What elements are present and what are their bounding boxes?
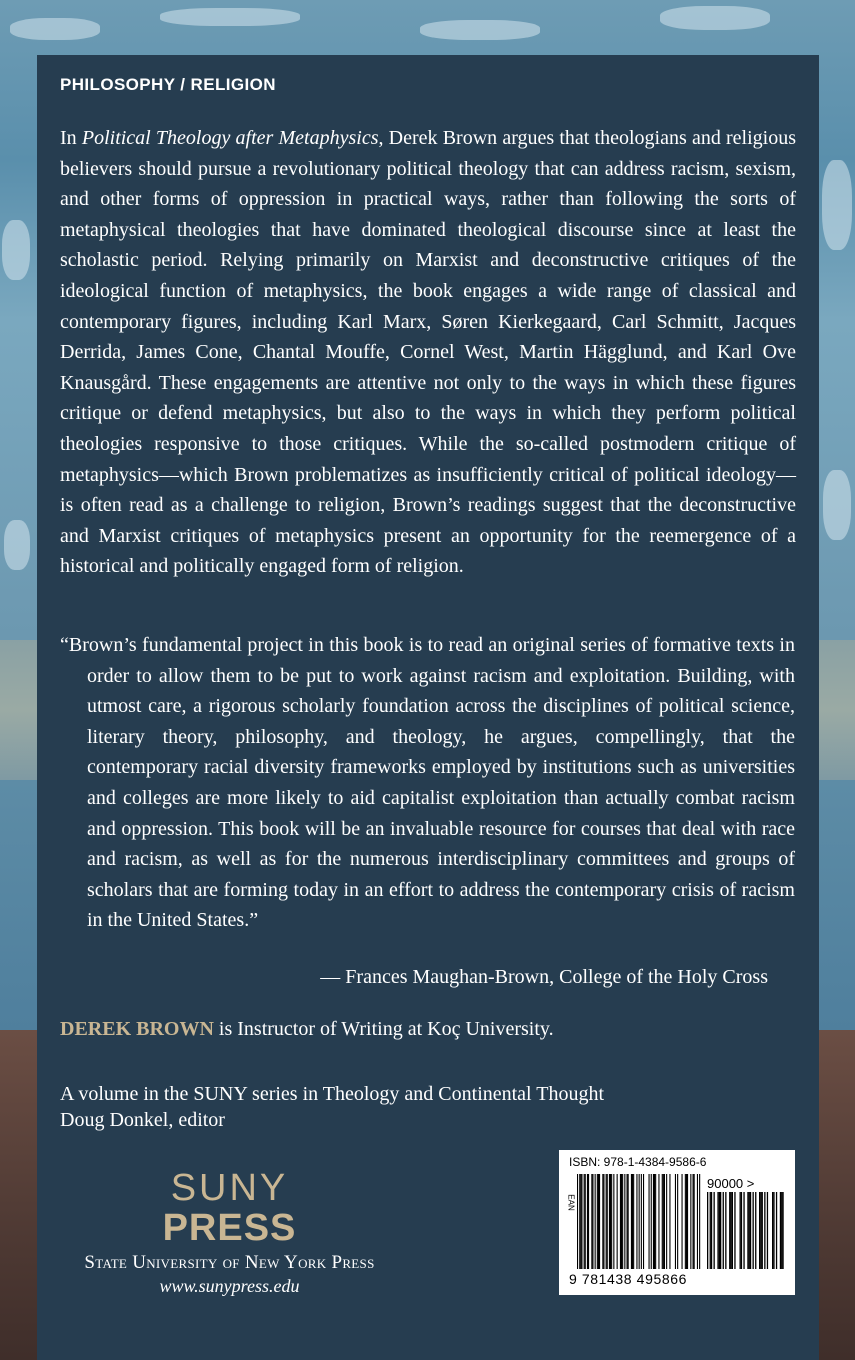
- barcode-bar: [579, 1174, 580, 1269]
- barcode-bar: [764, 1192, 765, 1269]
- barcode-bar: [592, 1174, 593, 1269]
- isbn-number: ISBN: 978-1-4384-9586-6: [569, 1155, 707, 1169]
- background-speck: [660, 6, 770, 30]
- barcode-bar: [641, 1174, 642, 1269]
- barcode-bar: [581, 1174, 582, 1269]
- isbn-barcode: [559, 1150, 795, 1295]
- barcode-bar: [734, 1192, 735, 1269]
- barcode-bar: [759, 1192, 760, 1269]
- barcode-bar: [682, 1174, 683, 1269]
- background-speck: [160, 8, 300, 26]
- barcode-bar: [620, 1174, 621, 1269]
- barcode-bar: [585, 1174, 586, 1269]
- barcode-bar: [611, 1174, 612, 1269]
- barcode-bar: [697, 1174, 698, 1269]
- barcode-bar: [750, 1192, 751, 1269]
- barcode-bar: [591, 1174, 592, 1269]
- barcode-bar: [588, 1174, 589, 1269]
- barcode-bar: [639, 1174, 640, 1269]
- barcode-bar: [755, 1192, 756, 1269]
- barcode-bar: [654, 1174, 655, 1269]
- barcode-bar: [749, 1192, 750, 1269]
- background-speck: [823, 470, 851, 540]
- ean-label: EAN: [566, 1194, 576, 1211]
- barcode-bar: [781, 1192, 782, 1269]
- barcode-bar: [760, 1192, 761, 1269]
- barcode-bar: [782, 1192, 783, 1269]
- barcode-bar: [730, 1192, 731, 1269]
- background-speck: [420, 20, 540, 40]
- barcode-bar: [732, 1192, 733, 1269]
- barcode-bar: [690, 1174, 691, 1269]
- barcode-bar: [655, 1174, 656, 1269]
- barcode-bar: [599, 1174, 600, 1269]
- barcode-bar: [624, 1174, 625, 1269]
- barcode-digits: 9 781438 495866: [569, 1271, 687, 1287]
- barcode-bar: [780, 1192, 781, 1269]
- barcode-bar: [685, 1174, 686, 1269]
- barcode-bar: [610, 1174, 611, 1269]
- barcode-bar: [580, 1174, 581, 1269]
- barcode-bar: [597, 1174, 598, 1269]
- endorsement-quote: “Brown’s fundamental project in this book is to read an original series of formative texts in order to allow them to be put to work against racism and exploitation. Building, with utmost care, a rigorous scholarly foundation across the disciplines of political science, literary theory, philosophy, and theology, he argues, compellingly, that the contemporary racial diversity frameworks employed by institutions such as universities and colleges are more likely to aid capitalist exploitation than actually combat racism and oppression. This book will be an invaluable resource for courses that deal with race and racism, as well as for the numerous interdisciplinary committees and groups of scholars that are forming today in an effort to address the contemporary crisis of racism in the United States.”: [60, 634, 795, 932]
- barcode-bar: [603, 1174, 604, 1269]
- barcode-bar: [607, 1174, 608, 1269]
- barcode-bar: [631, 1174, 632, 1269]
- barcode-bar: [719, 1192, 720, 1269]
- barcode-bar: [687, 1174, 688, 1269]
- barcode-bar: [710, 1192, 711, 1269]
- barcode-bar: [587, 1174, 588, 1269]
- barcode-bar: [663, 1174, 664, 1269]
- back-cover-panel: [37, 55, 819, 1360]
- barcode-bar: [628, 1174, 629, 1269]
- author-name: DEREK BROWN: [60, 1018, 214, 1040]
- barcode-bar: [767, 1192, 768, 1269]
- barcode-bar: [693, 1174, 694, 1269]
- barcode-bar: [632, 1174, 633, 1269]
- barcode-bar: [633, 1174, 634, 1269]
- barcode-bar: [666, 1174, 667, 1269]
- barcode-bar: [743, 1192, 744, 1269]
- barcode-bar: [772, 1192, 773, 1269]
- barcode-bar: [707, 1192, 708, 1269]
- barcode-bar: [694, 1174, 695, 1269]
- publisher-url: www.sunypress.edu: [159, 1276, 300, 1296]
- barcode-bar: [699, 1174, 700, 1269]
- logo-press-text: PRESS: [162, 1207, 297, 1249]
- category-label: PHILOSOPHY / RELIGION: [60, 75, 276, 94]
- endorsement-attribution: — Frances Maughan-Brown, College of the Holy Cross: [320, 966, 768, 988]
- barcode-bar: [686, 1174, 687, 1269]
- barcode-bar: [776, 1192, 777, 1269]
- barcode-bar: [675, 1174, 676, 1269]
- barcode-bar: [577, 1174, 578, 1269]
- barcode-bar: [741, 1192, 742, 1269]
- price-code-marker: >: [746, 1176, 755, 1191]
- barcode-bar: [677, 1174, 678, 1269]
- price-code: [707, 1176, 754, 1191]
- barcode-bar: [740, 1192, 741, 1269]
- barcode-bar: [606, 1174, 607, 1269]
- barcode-bar: [711, 1192, 712, 1269]
- barcode-bar: [753, 1192, 754, 1269]
- barcode-bar: [723, 1192, 724, 1269]
- barcode-bar: [622, 1174, 623, 1269]
- publisher-logo: [57, 1168, 402, 1297]
- barcode-bar: [609, 1174, 610, 1269]
- barcode-bar: [617, 1174, 618, 1269]
- price-code-digits: 90000: [707, 1176, 744, 1191]
- barcode-bar: [714, 1192, 715, 1269]
- background-speck: [10, 18, 100, 40]
- background-speck: [822, 160, 852, 250]
- barcode-bar: [658, 1174, 659, 1269]
- barcode-bar: [598, 1174, 599, 1269]
- barcode-bar: [669, 1174, 670, 1269]
- barcode-bar: [651, 1174, 652, 1269]
- book-title: Political Theology after Metaphysics: [81, 127, 379, 149]
- series-editor: Doug Donkel, editor: [60, 1109, 225, 1131]
- author-bio: [60, 1018, 554, 1041]
- background-speck: [4, 520, 30, 570]
- barcode-bar: [747, 1192, 748, 1269]
- book-description: [60, 123, 796, 582]
- barcode-bar: [649, 1174, 650, 1269]
- barcode-bar: [664, 1174, 665, 1269]
- barcode-bar: [584, 1174, 585, 1269]
- barcode-bar: [729, 1192, 730, 1269]
- barcode-bar: [662, 1174, 663, 1269]
- barcode-bar: [602, 1174, 603, 1269]
- barcode-bar: [643, 1174, 644, 1269]
- barcode-bar: [613, 1174, 614, 1269]
- series-info: [60, 1081, 604, 1133]
- barcode-bar: [717, 1192, 718, 1269]
- barcode-bar: [621, 1174, 622, 1269]
- barcode-bar: [773, 1192, 774, 1269]
- barcode-bar: [627, 1174, 628, 1269]
- description-body: , Derek Brown argues that theologians and religious believers should pursue a revolutionary political theology that can address racism, sexism, and other forms of oppression in practical ways, rather than following the sorts of metaphysical theologies that have dominated theological discourse since at least the scholastic period. Relying primarily on Marxist and deconstructive critiques of the ideological function of metaphysics, the book engages a wide range of classical and contemporary figures, including Karl Marx, Søren Kierkegaard, Carl Schmitt, Jacques Derrida, James Cone, Chantal Mouffe, Cornel West, Martin Hägglund, and Karl Ove Knausgård. These engagements are attentive not only to the ways in which these figures critique or defend metaphysics, but also to the ways in which they perform political theologies responsive to those critiques. While the so-called postmodern critique of metaphysics—which Brown problematizes as insufficiently critical of political ideology—is often read as a challenge to religion, Brown’s readings suggest that the deconstructive and Marxist critiques of metaphysics present an opportunity for the reemergence of a historical and politically engaged form of religion.: [60, 127, 796, 578]
- barcode-addon-bars: [707, 1192, 787, 1269]
- publisher-name: State University of New York Press: [84, 1252, 375, 1273]
- background-speck: [2, 220, 30, 280]
- series-title: A volume in the SUNY series in Theology and Continental Thought: [60, 1083, 605, 1105]
- barcode-bar: [720, 1192, 721, 1269]
- barcode-bar: [762, 1192, 763, 1269]
- author-bio-text: is Instructor of Writing at Koç University.: [213, 1018, 554, 1040]
- logo-suny-text: SUNY: [170, 1167, 289, 1209]
- barcode-bars: [577, 1174, 702, 1269]
- barcode-bar: [725, 1192, 726, 1269]
- description-intro: In: [60, 127, 82, 149]
- barcode-bar: [636, 1174, 637, 1269]
- barcode-bar: [595, 1174, 596, 1269]
- barcode-bar: [653, 1174, 654, 1269]
